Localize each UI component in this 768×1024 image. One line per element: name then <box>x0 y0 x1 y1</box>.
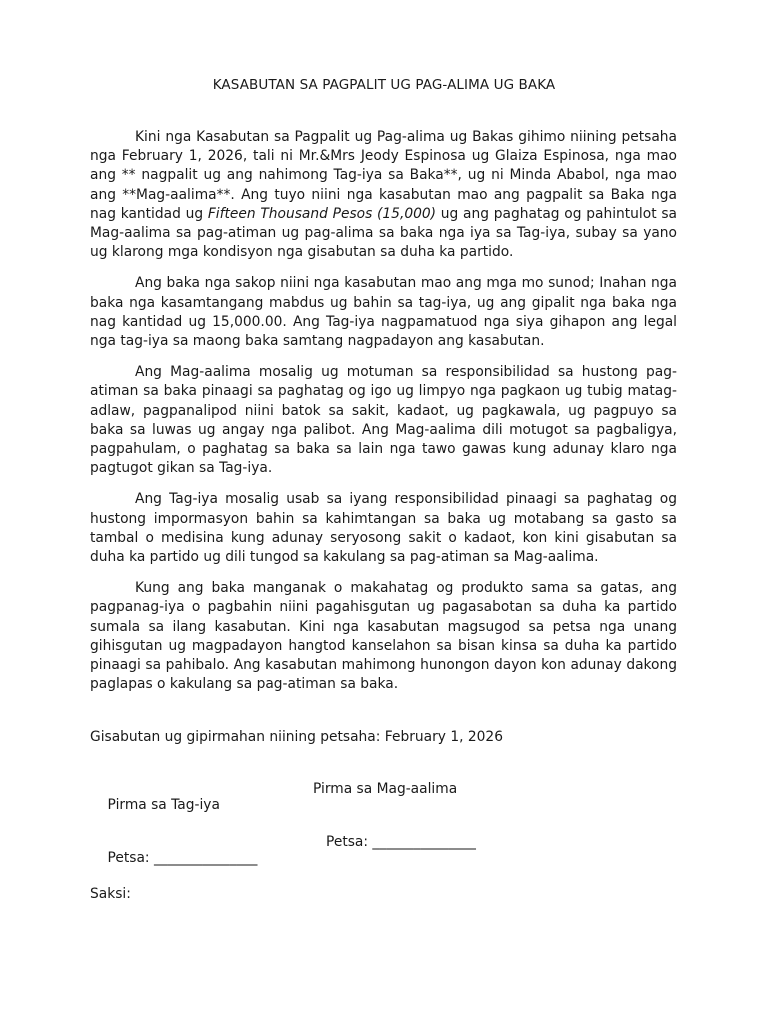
paragraph-introduction-text: Kini nga Kasabutan sa Pagpalit ug Pag-alima ug Bakas gihimo niining petsaha nga February 1, 2026, tali ni Mr.&Mrs Jeody Espinosa ug Glaiza Espinosa, nga mao ang ** nagpalit ug ang nahimong Tag-iya sa Baka**, ug ni Minda Ababol, nga mao ang **Mag-aalima**. Ang tuyo niini nga kasabutan mao ang pagpalit sa Baka nga nag kantidad ug <box>90 129 677 222</box>
caretaker-date-field: Petsa: _______________ <box>326 834 476 850</box>
caretaker-signature-label: Pirma sa Mag-aalima <box>313 781 458 797</box>
owner-signature-label: Pirma sa Tag-iya <box>107 797 220 813</box>
paragraph-caretaker-duties: Ang Mag-aalima mosalig ug motuman sa responsibilidad sa hustong pag-atiman sa baka pinaagi sa paghatag og igo ug limpyo nga pagkaon ug tubig matag-adlaw, pagpanalipod niini batok sa sakit, kadaot, ug pagkawala, ug pagpuyo sa baka sa luwas ug angay nga palibot. Ang Mag-aalima dili motugot sa pagbaligya, pagpahulam, o paghatag sa baka sa lain nga tawo gawas kung adunay klaro nga pagtugot gikan sa Tag-iya. <box>90 364 677 477</box>
document-body <box>90 128 677 706</box>
owner-date-field: Petsa: _______________ <box>107 850 258 866</box>
paragraph-introduction <box>90 128 677 262</box>
witness-label: Saksi: <box>90 886 131 902</box>
price-amount-text: Fifteen Thousand Pesos (15,000) <box>207 205 437 222</box>
document-title: KASABUTAN SA PAGPALIT UG PAG-ALIMA UG BAKA <box>212 77 556 93</box>
paragraph-introduction-text-end: ug ang paghatag og pahintulot sa Mag-aalima sa pag-atiman ug pag-alima sa baka nga iya sa Tag-iya, subay sa yano ug klarong mga kondisyon nga gisabutan sa duha ka partido. <box>90 205 677 261</box>
paragraph-offspring-and-term: Kung ang baka manganak o makahatag og produkto sama sa gatas, ang pagpanag-iya o pagbahin niini pagahisgutan ug pagasabotan sa duha ka partido sumala sa ilang kasabutan. Kini nga kasabutan magsugod sa petsa nga unang gihisgutan ug magpadayon hangtod kanselahon sa bisan kinsa sa duha ka partido pinaagi sa pahibalo. Ang kasabutan mahimong hunongon dayon kon adunay dakong paglapas o kakulang sa pag-atiman sa baka. <box>90 580 677 693</box>
agreement-date-line: Gisabutan ug gipirmahan niining petsaha: February 1, 2026 <box>90 729 503 745</box>
paragraph-owner-duties: Ang Tag-iya mosalig usab sa iyang responsibilidad pinaagi sa paghatag og hustong impormasyon bahin sa kahimtangan sa baka ug motabang sa gasto sa tambal o medisina kung adunay seryosong sakit o kadaot, kon kini gisabutan sa duha ka partido ug dili tungod sa kakulang sa pag-atiman sa Mag-aalima. <box>90 491 677 566</box>
paragraph-subject-cattle: Ang baka nga sakop niini nga kasabutan mao ang mga mo sunod; Inahan nga baka nga kasamtangang mabdus ug bahin sa tag-iya, ug ang gipalit nga baka nga nag kantidad ug 15,000.00. Ang Tag-iya nagpamatuod nga siya gihapon ang legal nga tag-iya sa maong baka samtang nagpadayon ang kasabutan. <box>90 275 677 350</box>
